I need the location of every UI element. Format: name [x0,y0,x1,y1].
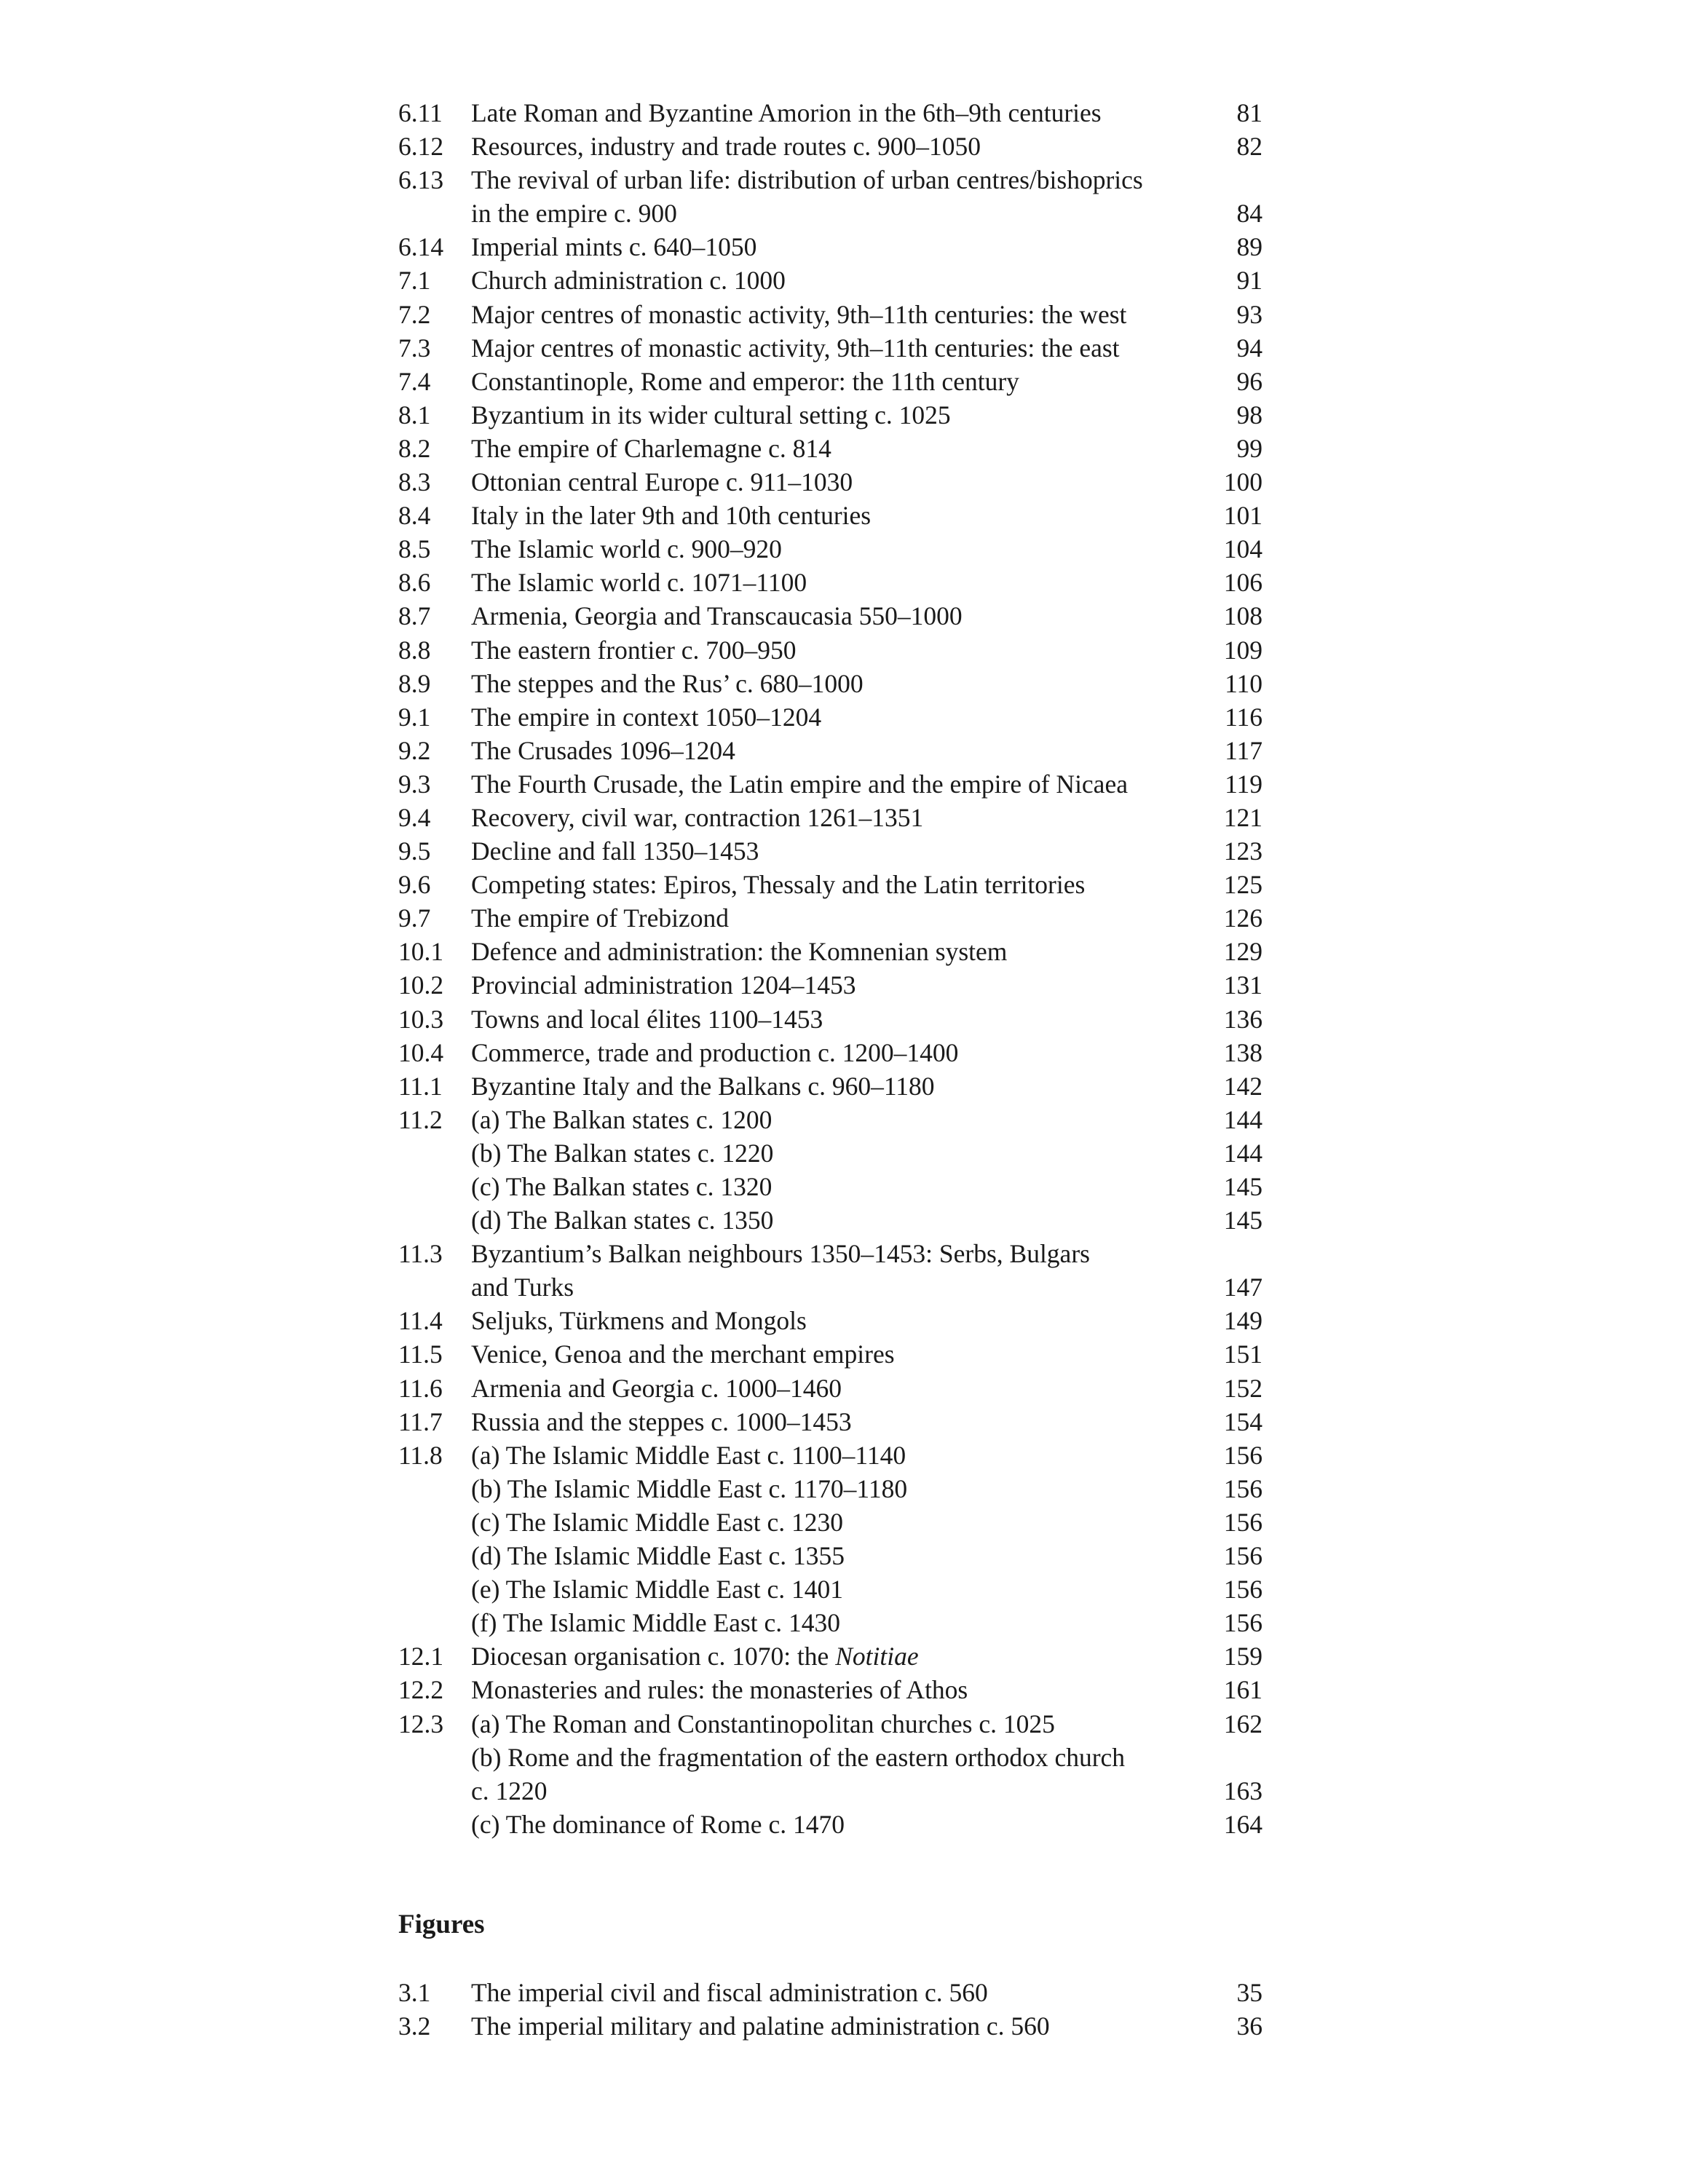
entry-title [471,1304,1219,1337]
toc-entry-line [398,834,1263,868]
entry-page-number: 84 [1236,199,1263,229]
entry-page-number: 149 [1223,1306,1263,1336]
entry-title [471,801,1219,834]
entry-number: 3.2 [398,2011,431,2041]
toc-entry-line [398,1673,1263,1706]
entry-title-text: Major centres of monastic activity, 9th–11th centuries: the west [471,299,1127,329]
entry-title-text: (a) The Balkan states c. 1200 [471,1104,773,1134]
entry-title [471,1673,1219,1706]
toc-entry-line [398,1237,1263,1270]
entry-page-number: 123 [1223,836,1263,866]
entry-title [471,1270,1219,1304]
toc-entry-line [398,96,1263,130]
toc-entry-line [398,901,1263,935]
entry-number: 6.12 [398,132,444,162]
entry-page-number: 136 [1223,1004,1263,1034]
entry-page-number: 145 [1223,1206,1263,1235]
toc-entry-line [398,633,1263,667]
entry-title [471,532,1219,566]
entry-title [471,968,1219,1002]
toc-entry-line [398,1069,1263,1103]
entry-title-text: Ottonian central Europe c. 911–1030 [471,467,853,497]
entry-title [471,734,1219,767]
entry-title [471,1439,1219,1472]
toc-entry-line [398,1606,1263,1639]
toc-entry-line [398,298,1263,331]
entry-title-text: (c) The dominance of Rome c. 1470 [471,1809,845,1839]
toc-entry-line [398,1741,1263,1774]
entry-title [471,1237,1219,1270]
entry-title [471,1774,1219,1808]
entry-title-text: (b) The Balkan states c. 1220 [471,1138,774,1168]
entry-title [471,163,1219,197]
entry-number: 8.7 [398,601,431,631]
entry-title [471,1572,1219,1606]
toc-entry-line [398,1539,1263,1572]
entry-title [471,1372,1219,1405]
entry-page-number: 117 [1225,735,1263,765]
entry-title [471,1808,1219,1841]
entry-page-number: 144 [1223,1138,1263,1168]
entry-title-text: and Turks [471,1273,574,1302]
entry-number: 8.5 [398,534,431,564]
toc-entry-line [398,1572,1263,1606]
entry-number: 10.4 [398,1037,444,1067]
entry-number: 12.3 [398,1709,444,1738]
entry-page-number: 142 [1223,1071,1263,1101]
entry-page-number: 99 [1236,433,1263,463]
entry-title [471,1036,1219,1069]
entry-page-number: 81 [1236,98,1263,127]
entry-title-text: Constantinople, Rome and emperor: the 11th century [471,366,1019,396]
entry-number: 10.1 [398,937,444,967]
toc-entry-line [398,801,1263,834]
entry-number: 7.3 [398,333,431,363]
entry-page-number: 94 [1236,333,1263,363]
entry-title [471,230,1219,264]
entry-number: 6.13 [398,165,444,195]
entry-title-text: in the empire c. 900 [471,199,677,229]
entry-title [471,834,1219,868]
entry-number: 11.6 [398,1373,443,1403]
toc-entry-line [398,1170,1263,1203]
entry-number: 7.2 [398,299,431,329]
entry-title [471,264,1219,297]
toc-entry-line [398,868,1263,901]
entry-title-text: (b) The Islamic Middle East c. 1170–1180 [471,1473,908,1503]
entry-title-text: (a) The Islamic Middle East c. 1100–1140 [471,1440,906,1470]
entry-title-text: Italy in the later 9th and 10th centuries [471,501,872,531]
entry-title-text: Resources, industry and trade routes c. 900–1050 [471,132,981,162]
entry-title [471,1103,1219,1136]
entry-title [471,1506,1219,1539]
entry-title-text: Decline and fall 1350–1453 [471,836,759,866]
entry-title-text: Competing states: Epiros, Thessaly and the Latin territories [471,870,1086,900]
entry-number: 11.1 [398,1071,443,1101]
entry-title [471,1707,1219,1741]
entry-title [471,901,1219,935]
entry-page-number: 125 [1223,870,1263,900]
entry-title [471,465,1219,499]
entry-title-text: Imperial mints c. 640–1050 [471,232,757,262]
entry-page-number: 162 [1223,1709,1263,1738]
toc-entry-line [398,1372,1263,1405]
entry-number: 8.1 [398,400,431,430]
entry-title-text: Church administration c. 1000 [471,266,786,296]
entry-page-number: 159 [1223,1642,1263,1671]
entry-number: 11.4 [398,1306,443,1336]
entry-title-text: Major centres of monastic activity, 9th–11th centuries: the east [471,333,1120,363]
entry-title-text: Recovery, civil war, contraction 1261–1351 [471,802,924,832]
toc-entry-line [398,968,1263,1002]
entry-number: 3.1 [398,1978,431,2007]
entry-title [471,667,1219,700]
entry-number: 11.3 [398,1239,443,1269]
entry-title-text: Commerce, trade and production c. 1200–1400 [471,1037,959,1067]
entry-page-number: 138 [1223,1037,1263,1067]
figures-heading: Figures [398,1910,485,1939]
entry-title [471,432,1219,465]
entry-number: 8.3 [398,467,431,497]
entry-page-number: 156 [1223,1575,1263,1605]
entry-title [471,331,1219,365]
entry-number: 7.1 [398,266,431,296]
toc-entry-line [398,1136,1263,1170]
entry-title [471,1976,1219,2009]
toc-entry-line [398,1976,1263,2009]
toc-entry-line [398,1439,1263,1472]
entry-title-text: The steppes and the Rus’ c. 680–1000 [471,668,864,698]
toc-entry-line [398,599,1263,633]
entry-title [471,197,1219,230]
entry-number: 9.5 [398,836,431,866]
entry-title-text: The revival of urban life: distribution of urban centres/bishoprics [471,165,1143,195]
entry-title [471,298,1219,331]
entry-title-text: c. 1220 [471,1776,548,1805]
entry-number: 7.4 [398,366,431,396]
entry-title [471,599,1219,633]
entry-page-number: 126 [1223,903,1263,933]
entry-title-text: The imperial military and palatine administration c. 560 [471,2011,1050,2041]
entry-title-text: (d) The Islamic Middle East c. 1355 [471,1541,845,1571]
entry-title [471,633,1219,667]
toc-entry-line [398,566,1263,599]
entry-title [471,1741,1219,1774]
entry-title [471,1002,1219,1036]
toc-entry-line [398,667,1263,700]
entry-title-text: The empire of Charlemagne c. 814 [471,433,831,463]
toc-entry-line [398,163,1263,197]
entry-title [471,700,1219,734]
toc-entry-line [398,197,1263,230]
toc-entry-line [398,1472,1263,1506]
entry-number: 9.7 [398,903,431,933]
entry-title [471,398,1219,432]
entry-title [471,1405,1219,1439]
entry-title-text: (c) The Balkan states c. 1320 [471,1172,773,1201]
entry-title [471,1472,1219,1506]
entry-title [471,767,1219,801]
entry-title [471,96,1219,130]
entry-title-text: Late Roman and Byzantine Amorion in the 6th–9th centuries [471,98,1102,127]
entry-title [471,566,1219,599]
entry-title-text: (f) The Islamic Middle East c. 1430 [471,1608,841,1638]
entry-title-text: The eastern frontier c. 700–950 [471,635,797,665]
entry-title-text: The Islamic world c. 900–920 [471,534,782,564]
toc-entry-line [398,935,1263,968]
entry-page-number: 36 [1236,2011,1263,2041]
entry-title-text: Byzantium’s Balkan neighbours 1350–1453: Serbs, Bulgars [471,1239,1090,1269]
toc-entry-line [398,1270,1263,1304]
toc-entry-line [398,767,1263,801]
toc-entry-line [398,130,1263,163]
entry-title-text: The imperial civil and fiscal administration c. 560 [471,1978,988,2007]
entry-title [471,1203,1219,1237]
toc-entry-line [398,1203,1263,1237]
entry-title-text: Byzantine Italy and the Balkans c. 960–1180 [471,1071,935,1101]
entry-page-number: 106 [1223,568,1263,598]
toc-entry-line [398,532,1263,566]
entry-title-text: Towns and local élites 1100–1453 [471,1004,823,1034]
entry-number: 8.9 [398,668,431,698]
entry-number: 8.2 [398,433,431,463]
entry-page-number: 104 [1223,534,1263,564]
entry-number: 9.4 [398,802,431,832]
entry-title-text: Seljuks, Türkmens and Mongols [471,1306,807,1336]
entry-title [471,365,1219,398]
entry-page-number: 144 [1223,1104,1263,1134]
entry-number: 10.2 [398,970,444,1000]
entry-title-text: Armenia and Georgia c. 1000–1460 [471,1373,842,1403]
entry-title [471,2009,1219,2043]
entry-number: 11.2 [398,1104,443,1134]
entry-title-text: The Fourth Crusade, the Latin empire and the empire of Nicaea [471,769,1128,799]
entry-number: 9.2 [398,735,431,765]
entry-title [471,1136,1219,1170]
entry-title-text: The empire in context 1050–1204 [471,702,822,732]
entry-number: 6.14 [398,232,444,262]
entry-title-text: Venice, Genoa and the merchant empires [471,1340,895,1369]
entry-page-number: 152 [1223,1373,1263,1403]
entry-number: 11.5 [398,1340,443,1369]
toc-entry-line [398,1774,1263,1808]
toc-entry-line [398,734,1263,767]
entry-title [471,1606,1219,1639]
entry-page-number: 110 [1225,668,1263,698]
entry-page-number: 82 [1236,132,1263,162]
entry-title-text: The Crusades 1096–1204 [471,735,735,765]
entry-page-number: 93 [1236,299,1263,329]
entry-page-number: 156 [1223,1473,1263,1503]
entry-title-text: (e) The Islamic Middle East c. 1401 [471,1575,843,1605]
entry-number: 9.3 [398,769,431,799]
toc-entry-line [398,230,1263,264]
entry-title-text: Armenia, Georgia and Transcaucasia 550–1000 [471,601,963,631]
entry-title-text: (d) The Balkan states c. 1350 [471,1206,774,1235]
entry-page-number: 91 [1236,266,1263,296]
entry-title-text: Provincial administration 1204–1453 [471,970,856,1000]
entry-page-number: 119 [1225,769,1263,799]
entry-page-number: 35 [1236,1978,1263,2007]
entry-title-text: (b) Rome and the fragmentation of the eastern orthodox church [471,1742,1126,1772]
entry-number: 9.6 [398,870,431,900]
entry-page-number: 129 [1223,937,1263,967]
entry-title-text: Monasteries and rules: the monasteries of Athos [471,1675,968,1705]
entry-page-number: 145 [1223,1172,1263,1201]
entry-page-number: 89 [1236,232,1263,262]
entry-number: 12.1 [398,1642,444,1671]
toc-entry-line [398,1808,1263,1841]
figures-list [398,1976,1263,2043]
toc-entry-line [398,1405,1263,1439]
toc-entry-line [398,465,1263,499]
entry-title [471,1069,1219,1103]
toc-entry-line [398,1002,1263,1036]
toc-entry-line [398,1707,1263,1741]
entry-page-number: 151 [1223,1340,1263,1369]
entry-number: 11.7 [398,1406,443,1436]
entry-title [471,1170,1219,1203]
entry-page-number: 154 [1223,1406,1263,1436]
entry-number: 11.8 [398,1440,443,1470]
entry-page-number: 116 [1225,702,1263,732]
entry-page-number: 156 [1223,1541,1263,1571]
entry-title [471,868,1219,901]
entry-page-number: 108 [1223,601,1263,631]
entry-page-number: 156 [1223,1608,1263,1638]
toc-entry-line [398,2009,1263,2043]
entry-page-number: 161 [1223,1675,1263,1705]
toc-entry-line [398,700,1263,734]
entry-page-number: 163 [1223,1776,1263,1805]
entry-page-number: 121 [1223,802,1263,832]
entry-title [471,130,1219,163]
entry-number: 8.4 [398,501,431,531]
entry-title [471,935,1219,968]
entry-page-number: 96 [1236,366,1263,396]
toc-entry-line [398,398,1263,432]
entry-page-number: 98 [1236,400,1263,430]
entry-title-text: Russia and the steppes c. 1000–1453 [471,1406,852,1436]
entry-page-number: 100 [1223,467,1263,497]
toc-entry-line [398,1036,1263,1069]
entry-title [471,1539,1219,1572]
entry-number: 9.1 [398,702,431,732]
toc-entry-line [398,499,1263,532]
entry-number: 6.11 [398,98,443,127]
entry-page-number: 131 [1223,970,1263,1000]
entry-page-number: 101 [1223,501,1263,531]
toc-entry-line [398,1506,1263,1539]
entry-title-text: The empire of Trebizond [471,903,729,933]
entry-title [471,1639,1219,1673]
entry-page-number: 164 [1223,1809,1263,1839]
entry-number: 12.2 [398,1675,444,1705]
entry-title-text: Diocesan organisation c. 1070: the [471,1642,836,1671]
toc-entry-line [398,1304,1263,1337]
entry-number: 10.3 [398,1004,444,1034]
toc-entry-line [398,1337,1263,1371]
entry-page-number: 156 [1223,1507,1263,1537]
entry-number: 8.8 [398,635,431,665]
toc-entry-line [398,1639,1263,1673]
entry-title-text: The Islamic world c. 1071–1100 [471,568,807,598]
entry-title-text: (c) The Islamic Middle East c. 1230 [471,1507,843,1537]
entry-title-text: (a) The Roman and Constantinopolitan churches c. 1025 [471,1709,1055,1738]
entry-number: 8.6 [398,568,431,598]
entry-page-number: 156 [1223,1440,1263,1470]
toc-entry-line [398,365,1263,398]
toc-entry-line [398,1103,1263,1136]
entry-page-number: 109 [1223,635,1263,665]
entry-page-number: 147 [1223,1273,1263,1302]
entry-title [471,1337,1219,1371]
entry-title-text: Defence and administration: the Komnenian system [471,937,1008,967]
entry-title [471,499,1219,532]
toc-entry-line [398,432,1263,465]
entry-title-text: Byzantium in its wider cultural setting c. 1025 [471,400,951,430]
entry-title-italic: Notitiae [835,1642,919,1671]
maps-list [398,96,1263,1841]
toc-entry-line [398,264,1263,297]
toc-entry-line [398,331,1263,365]
